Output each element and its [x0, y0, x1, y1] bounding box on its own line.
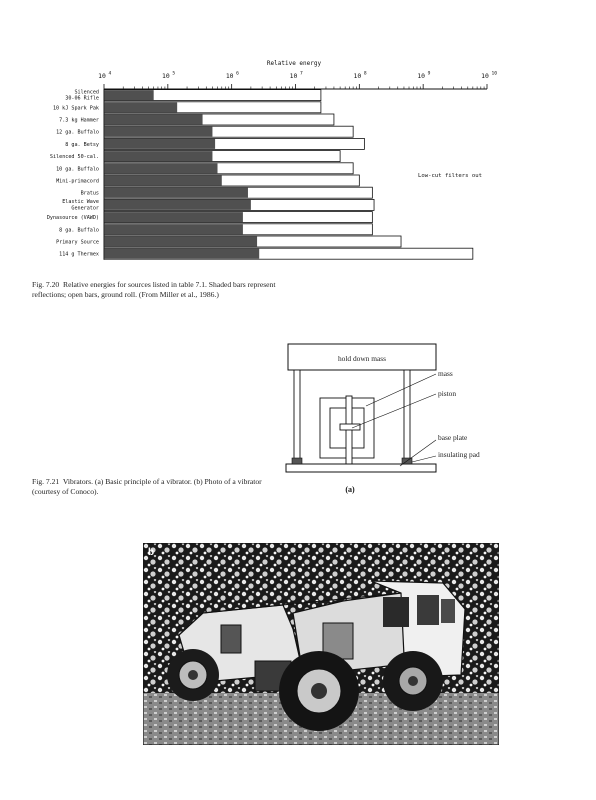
x-tick-label: 10 — [98, 72, 106, 80]
vibrator-diagram — [280, 340, 520, 500]
reflection-bar — [104, 139, 215, 149]
x-tick-label: 10 — [481, 72, 489, 80]
category-label: Elastic Wave — [62, 199, 99, 206]
category-label: Bratus — [80, 190, 99, 197]
category-label: Generator — [71, 205, 99, 212]
x-tick-label: 10 — [417, 72, 426, 80]
x-tick-label: 10 — [161, 72, 170, 80]
x-tick-exponent: 5 — [172, 71, 176, 77]
insulating-pad-label: insulating pad — [438, 450, 480, 459]
category-label: Primary Source — [56, 239, 99, 246]
x-tick-exponent: 10 — [491, 71, 498, 77]
reflection-bar — [104, 151, 212, 161]
category-label: 114 g Thermex — [59, 251, 99, 258]
reflection-bar — [104, 90, 154, 100]
piston-label: piston — [438, 389, 457, 398]
mass-label: mass — [438, 369, 453, 378]
figure-7-21-text: Vibrators. (a) Basic principle of a vibrator. (b) Photo of a vibrator (courtesy of Conoco). — [32, 477, 262, 496]
low-cut-annotation: Low-cut filters out — [418, 173, 482, 179]
category-label: Silenced — [74, 89, 99, 96]
right-column — [404, 370, 410, 460]
reflection-bar — [104, 102, 177, 112]
reflection-bar — [104, 163, 218, 173]
x-tick-exponent: 6 — [236, 71, 239, 77]
x-tick-exponent: 9 — [427, 71, 431, 77]
category-label: 10 kJ Spark Pak — [52, 105, 99, 112]
category-label: Dynasource (VAWD) — [46, 215, 99, 222]
x-tick-label: 10 — [225, 72, 234, 80]
reflection-bar — [104, 188, 248, 198]
figure-7-21-caption — [32, 477, 262, 496]
panel-a-label: (a) — [345, 485, 355, 494]
figure-7-21-number: Fig. 7.21 — [32, 477, 60, 486]
category-label: 8 ga. Betsy — [65, 141, 99, 148]
insulating-pad-left — [292, 458, 302, 464]
x-tick-exponent: 4 — [108, 71, 112, 77]
reflection-bar — [104, 212, 243, 222]
panel-b-label: b — [148, 547, 155, 558]
vibrator-truck-photo — [143, 543, 499, 745]
category-label: 30-06 Rifle — [65, 95, 99, 102]
category-label: Silenced 50-cal. — [49, 154, 99, 161]
category-label: 7.3 kg Hammer — [59, 117, 99, 124]
piston-rod — [346, 396, 352, 466]
base-plate — [286, 464, 436, 472]
reflection-bar — [104, 249, 259, 259]
base-plate-label: base plate — [438, 433, 468, 442]
reflection-bar — [104, 115, 203, 125]
piston — [340, 424, 360, 430]
x-tick-exponent: 7 — [300, 71, 303, 77]
relative-energy-chart — [0, 0, 596, 290]
hold-down-mass-label: hold down mass — [337, 354, 387, 363]
x-tick-label: 10 — [353, 72, 362, 80]
reflection-bar — [104, 127, 212, 137]
reflection-bar — [104, 176, 222, 186]
category-label: 8 ga. Buffalo — [59, 227, 99, 234]
reflection-bar — [104, 224, 243, 234]
left-column — [294, 370, 300, 460]
figure-7-20-text: Relative energies for sources listed in table 7.1. Shaded bars represent reflections; open bars, ground roll. (From Miller et al., 1986.) — [32, 280, 276, 299]
x-tick-exponent: 8 — [363, 71, 367, 77]
chart-title: Relative energy — [266, 60, 322, 67]
figure-7-20-number: Fig. 7.20 — [32, 280, 60, 289]
x-tick-label: 10 — [289, 72, 298, 80]
reflection-bar — [104, 237, 257, 247]
figure-7-20-caption — [32, 280, 282, 299]
category-label: 12 ga. Buffalo — [56, 129, 99, 136]
category-label: Mini-primacord — [56, 178, 99, 185]
category-label: 10 ga. Buffalo — [56, 166, 99, 173]
reflection-bar — [104, 200, 251, 210]
